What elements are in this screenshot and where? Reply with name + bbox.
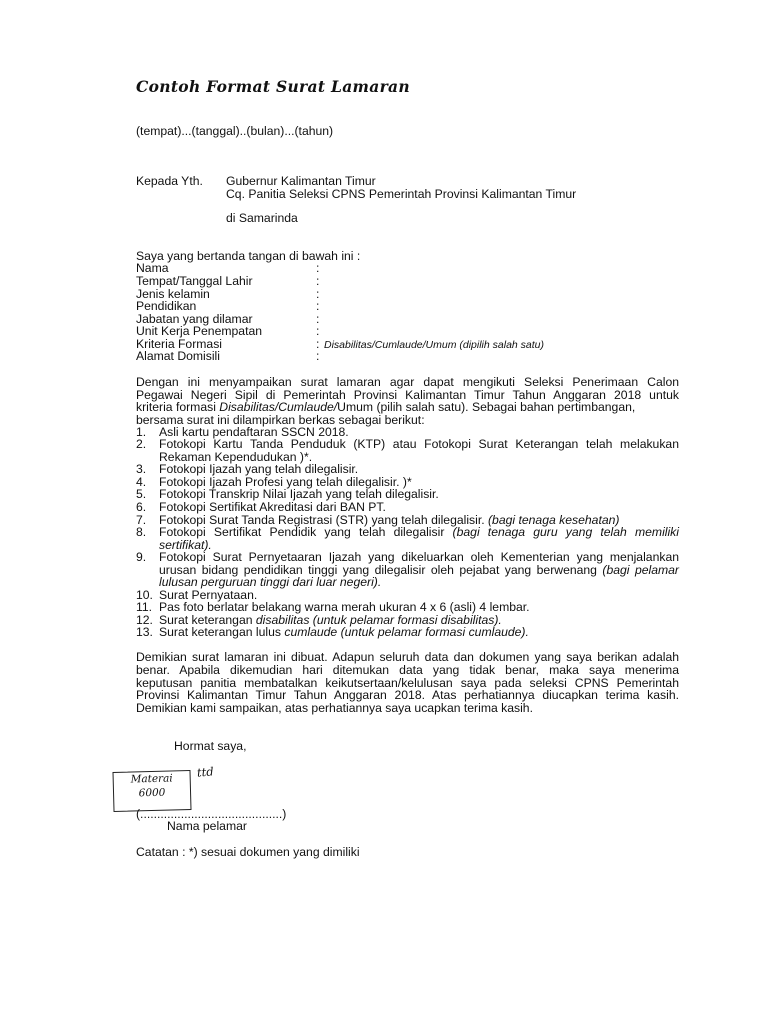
body-paragraph-line: Dengan ini menyampaikan surat lamaran agar dapat mengikuti Seleksi Penerimaan Calon [136,375,679,389]
attachment-text-cont: urusan bidang pendidikan tinggi yang dilegalisir oleh pejabat yang berwenang (bagi pelamar [159,563,679,577]
attachment-text-cont: lulusan perguruan tinggi dari luar negeri). [159,575,382,589]
closing-paragraph-line: Demikian surat lamaran ini dibuat. Adapun seluruh data dan dokumen yang saya berikan adalah [136,650,679,664]
attachment-text: Fotokopi Transkrip Nilai Ijazah yang telah dilegalisir. [159,487,439,501]
attachment-text: Fotokopi Ijazah yang telah dilegalisir. [159,462,359,476]
field-colon: : [316,337,320,351]
closing-paragraph-line: Demikian kami sampaikan, atas perhatiannya saya ucapkan terima kasih. [136,701,533,715]
attachment-text: Fotokopi Sertifikat Pendidik yang telah dilegalisir (bagi tenaga guru yang telah memiliki [159,525,679,539]
attachment-number: 9. [136,550,147,564]
signature-name-line: (..........................................) [136,807,287,821]
attachment-number: 6. [136,500,147,514]
attachment-number: 10. [136,588,153,602]
recipient-line-2: Cq. Panitia Seleksi CPNS Pemerintah Provinsi Kalimantan Timur [226,187,577,201]
field-label: Jabatan yang dilamar [136,312,253,326]
field-colon: : [316,274,320,288]
field-colon: : [316,299,320,313]
attachment-number: 4. [136,475,147,489]
field-label: Nama [136,261,169,275]
closing-greeting: Hormat saya, [174,739,247,753]
field-value-formasi: Disabilitas/Cumlaude/Umum (dipilih salah satu) [324,339,545,351]
stamp-value: 6000 [138,786,166,800]
attachment-number: 3. [136,462,147,476]
closing-paragraph-line: benar. Apabila dikemudian hari ditemukan data yang tidak benar, maka saya menerima [136,663,679,677]
attachment-text: Fotokopi Surat Pernyetaaran Ijazah yang dikeluarkan oleh Kementerian yang menjalankan [159,550,679,564]
attachment-number: 12. [136,613,153,627]
field-colon: : [316,324,320,338]
field-label: Alamat Domisili [136,349,220,363]
field-label: Jenis kelamin [136,287,210,301]
attachment-number: 1. [136,425,147,439]
date-line: (tempat)...(tanggal)..(bulan)...(tahun) [136,124,334,138]
attachment-text: Surat Pernyataan. [159,588,258,602]
letter-title: Contoh Format Surat Lamaran [136,77,410,96]
attachment-text: Fotokopi Surat Tanda Registrasi (STR) yang telah dilegalisir. (bagi tenaga kesehatan) [159,513,620,527]
field-colon: : [316,287,320,301]
recipient-label: Kepada Yth. [136,174,203,188]
attachment-number: 5. [136,487,147,501]
body-paragraph-line: Pegawai Negeri Sipil di Pemerintah Provinsi Kalimantan Timur Tahun Anggaran 2018 untuk [136,388,679,402]
body-paragraph-line: bersama surat ini dilampirkan berkas sebagai berikut: [136,413,425,427]
field-label: Unit Kerja Penempatan [136,324,263,338]
attachment-number: 11. [136,600,153,614]
attachment-text: Surat keterangan lulus cumlaude (untuk pelamar formasi cumlaude). [159,625,529,639]
attachment-text-cont: sertifikat). [159,538,212,552]
attachment-number: 2. [136,437,147,451]
attachment-text: Fotokopi Ijazah Profesi yang telah dilegalisir. )* [159,475,412,489]
attachment-number: 8. [136,525,147,539]
attachment-number: 13. [136,625,153,639]
attachment-text: Pas foto berlatar belakang warna merah ukuran 4 x 6 (asli) 4 lembar. [159,600,530,614]
stamp-label: Materai [130,772,173,786]
intro-line: Saya yang bertanda tangan di bawah ini : [136,249,361,263]
signature-ttd: ttd [196,764,215,780]
field-colon: : [316,261,320,275]
closing-paragraph-line: Provinsi Kalimantan Timur Tahun Anggaran 2018. Atas perhatiannya diucapkan terima kasih. [136,688,679,702]
body-paragraph-line: kriteria formasi Disabilitas/Cumlaude/Umum (pilih salah satu). Sebagai bahan pertimbangan, [136,400,636,414]
closing-paragraph-line: keputusan panitia membatalkan keikutsertaan/kelulusan saya pada seleksi CPNS Pemerintah [136,676,679,690]
field-colon: : [316,349,320,363]
attachment-number: 7. [136,513,147,527]
attachment-text-cont: Rekaman Kependudukan )*. [159,450,313,464]
field-label: Tempat/Tanggal Lahir [136,274,253,288]
field-label: Kriteria Formasi [136,337,223,351]
attachment-text: Surat keterangan disabilitas (untuk pelamar formasi disabilitas). [159,613,502,627]
footnote: Catatan : *) sesuai dokumen yang dimiliki [136,845,360,859]
signature-name-label: Nama pelamar [167,819,247,833]
recipient-line-3: di Samarinda [226,211,298,225]
attachment-text: Asli kartu pendaftaran SSCN 2018. [159,425,349,439]
attachment-text: Fotokopi Kartu Tanda Penduduk (KTP) atau Fotokopi Surat Keterangan telah melakukan [159,437,679,451]
field-label: Pendidikan [136,299,197,313]
materai-stamp [112,770,191,812]
recipient-line-1: Gubernur Kalimantan Timur [226,174,376,188]
attachment-text: Fotokopi Sertifikat Akreditasi dari BAN PT. [159,500,386,514]
field-colon: : [316,312,320,326]
